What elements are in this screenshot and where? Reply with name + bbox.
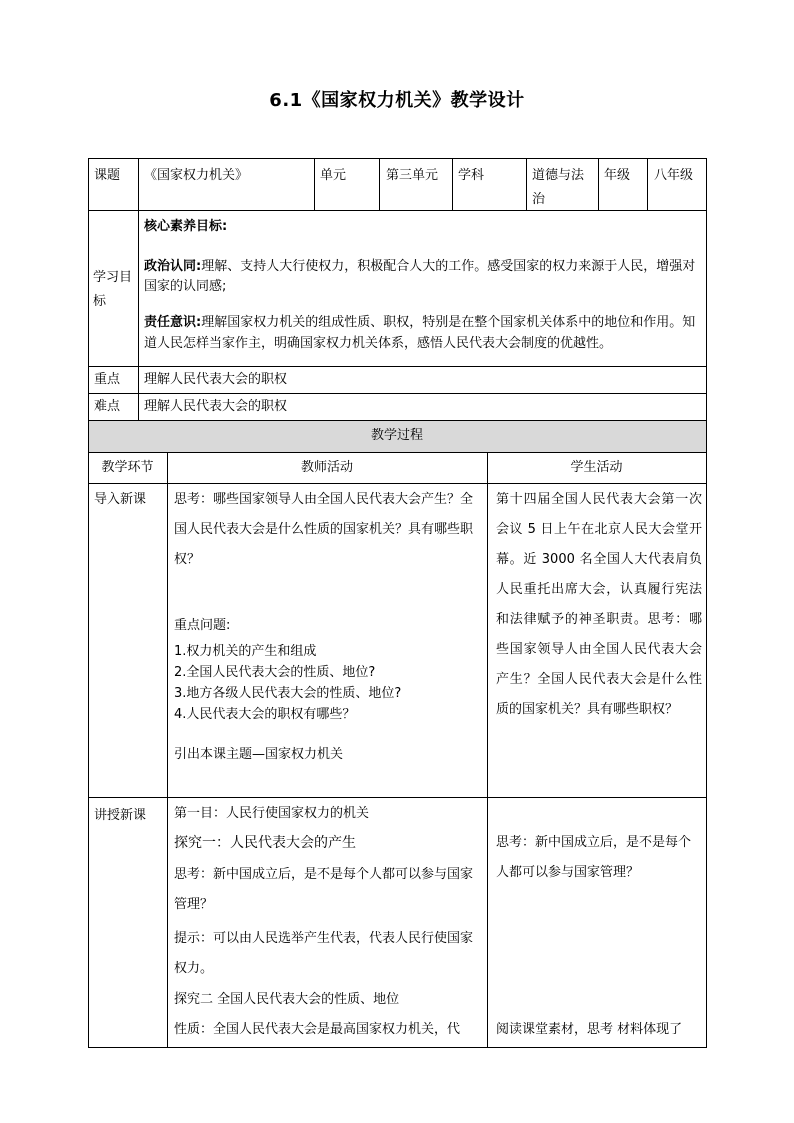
intro-key-questions-heading: 重点问题: (174, 618, 231, 633)
unit-value: 第三单元 (386, 168, 439, 183)
topic-label: 课题 (94, 168, 121, 183)
stage-intro: 导入新课 (94, 492, 147, 507)
teach-explore-2: 探究二 全国人民代表大会的性质、地位 (174, 992, 400, 1007)
topic-value: 《国家权力机关》 (144, 168, 249, 183)
teach-student-read: 阅读课堂素材，思考 材料体现了 (496, 1022, 683, 1037)
intro-q1: 1.权力机关的产生和组成 (174, 644, 317, 659)
intro-teacher-question: 思考：哪些国家领导人由全国人民代表大会产生？全国人民代表大会是什么性质的国家机关？具有哪些职权？ (174, 492, 474, 567)
goals-label: 学习目标 (93, 270, 133, 309)
teach-student-think: 思考：新中国成立后，是不是每个人都可以参与国家管理？ (496, 835, 692, 880)
intro-student-activity: 第十四届全国人民代表大会第一次会议 5 日上午在北京人民大会堂开幕。近 3000 名全国人大代表肩负人民重托出席大会，认真履行宪法和法律赋予的神圣职责。思考：哪些国家领导人由全国人民代表大会产生？全国人民代表大会是什么性质的国家机关？具有哪些职权？ (496, 492, 702, 717)
goal-political-text: 理解、支持人大行使权力，积极配合人大的工作。感受国家的权力来源于人民，增强对国家的认同感; (144, 259, 696, 294)
key-text: 理解人民代表大会的职权 (144, 372, 288, 387)
difficult-text: 理解人民代表大会的职权 (144, 399, 288, 414)
grade-value: 八年级 (654, 168, 694, 183)
intro-q2: 2.全国人民代表大会的性质、地位? (174, 665, 376, 680)
intro-q3: 3.地方各级人民代表大会的性质、地位? (174, 686, 402, 701)
goal-responsibility-label: 责任意识: (144, 315, 202, 330)
teach-think: 思考：新中国成立后，是不是每个人都可以参与国家管理？ (174, 867, 474, 912)
intro-lead: 引出本课主题—国家权力机关 (174, 747, 344, 762)
subject-value: 道德与法治 (532, 168, 585, 207)
stage-teach: 讲授新课 (94, 808, 147, 823)
teach-section-1: 第一目：人民行使国家权力的机关 (174, 806, 370, 821)
subject-label: 学科 (458, 168, 485, 183)
document-title: 6.1《国家权力机关》教学设计 (269, 90, 525, 111)
difficult-label: 难点 (94, 399, 121, 414)
col-teacher: 教师活动 (300, 460, 353, 475)
teach-hint: 提示：可以由人民选举产生代表，代表人民行使国家权力。 (174, 931, 474, 976)
goal-political (144, 257, 700, 297)
teach-explore-1: 探究一：人民代表大会的产生 (174, 835, 356, 851)
col-student: 学生活动 (570, 460, 623, 475)
col-stage: 教学环节 (101, 460, 154, 475)
goal-political-label: 政治认同: (144, 259, 202, 274)
unit-label: 单元 (320, 168, 347, 183)
goal-responsibility (144, 312, 702, 354)
grade-label: 年级 (604, 168, 631, 183)
key-label: 重点 (94, 372, 121, 387)
teach-nature: 性质：全国人民代表大会是最高国家权力机关，代 (174, 1022, 461, 1037)
goal-responsibility-text: 理解国家权力机关的组成性质、职权，特别是在整个国家机关体系中的地位和作用。知道人民怎样当家作主，明确国家权力机关体系，感悟人民代表大会制度的优越性。 (144, 315, 696, 351)
process-header: 教学过程 (370, 428, 423, 443)
goals-heading: 核心素养目标: (144, 219, 228, 234)
intro-q4: 4.人民代表大会的职权有哪些？ (174, 707, 356, 722)
